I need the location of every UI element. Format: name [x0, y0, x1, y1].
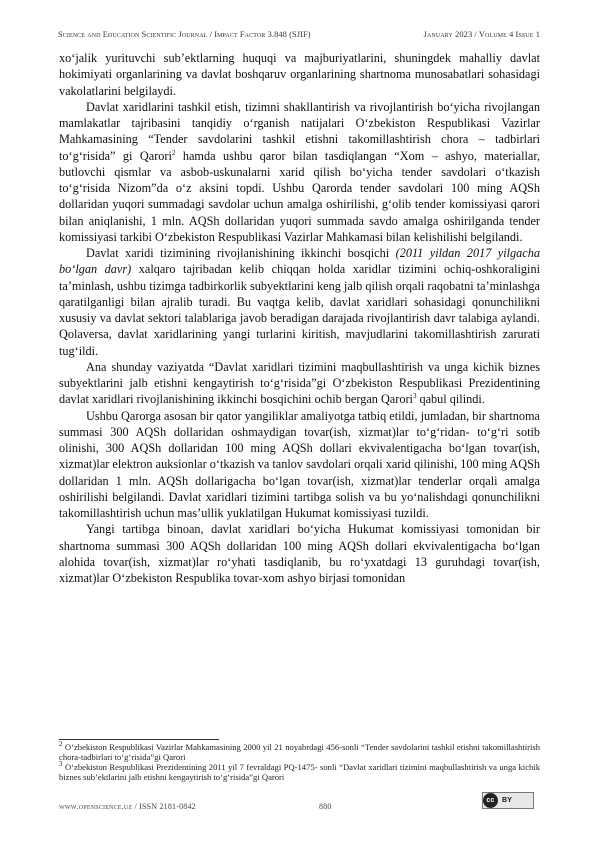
- paragraph-6: [59, 521, 540, 586]
- footnote-ref-2[interactable]: 2: [171, 148, 176, 157]
- paragraph-4: [59, 359, 540, 408]
- page-number: 880: [319, 802, 332, 811]
- period-italic: (2011 yildan 2017 yilgacha bo‘lgan davr): [59, 246, 540, 277]
- paragraph-2-text: Davlat xaridlarini tashkil etish, tizimni shakllantirish va rivojlantirish bo‘yicha rivojlangan mamlakatlar tajribasini tanqidiy o‘rganish natijalari O‘zbekiston Respublikasi Vazirlar Mahkamasining “Tender savdolarini tashkil etishni takomillashtirish chora – tadbirlari to‘g‘risida” gi Qarori: [59, 99, 540, 163]
- paragraph-3-text-cont: xalqaro tajribadan kelib chiqqan holda xaridlar tizimini ochiq-oshkoraligini ta’minlash, ushbu tizimga tadbirkorlik subyektlarini keng jalb qilish orqali raqobatni ta’minlashga qaratilganligi bilan ajralib turadi. Bu vaqtga kelib, davlat xaridlari sohasidagi qonunchilikni xususiy va davlat sektori talablariga javob beradigan darajada rivojlantirish davr talabiga aylandi. Qolaversa, davlat xaridlarining yangi turlarini kiritish, mavjudlarini takomillashtirish zarurati tug‘ildi.: [59, 262, 540, 358]
- footnote-2-text: O‘zbekiston Respublikasi Vazirlar Mahkamasining 2000 yil 21 noyabrdagi 456-sonli “Tender savdolarini tashkil etishni takomillashtirish chora-tadbirlari to‘g‘risida”gi Qarori: [59, 742, 540, 762]
- article-body: [59, 50, 540, 586]
- cc-icon: cc: [483, 793, 498, 808]
- footnote-mark-2: 2: [59, 740, 63, 749]
- paragraph-6-text: Yangi tartibga binoan, davlat xaridlari bo‘yicha Hukumat komissiyasi tomonidan bir shartnoma summasi 300 AQSh dollaridan 100 ming AQSh dollari ekvivalentigacha bo‘lgan alohida tovar(ish, xizmat)lar ro‘yhati tasdiqlanib, bu ro‘yxatdagi 13 guruhdagi tovar(ish, xizmat)lar O‘zbekiston Respublika tovar-xom ashyo birjasi tomonidan: [59, 522, 540, 585]
- paragraph-5-text: Ushbu Qarorga asosan bir qator yangiliklar amaliyotga tatbiq etildi, jumladan, bir shartnoma summasi 300 AQSh dollaridan oshmaydigan tovar(ish, xizmat)lar to‘g‘ridan- to‘g‘ri sotib olinishi, 300 AQSh dollaridan 100 ming AQSh dollari ekvivalentigacha bo‘lgan tovar(ish, xizmat)lar elektron auksionlar o‘tkazish va tanlov savdolari orqali xarid qilinishi, 100 ming AQSh dollaridan 1 mln. AQSh dollarigacha bo‘lgan tovar(ish, xizmat)lar tenderlar orqali amalga oshirilishi belgilandi. Davlat xaridlari tizimini tartibga solish va bu yo‘nalishdagi qonunchilikni takomillashtirish uchun mas’ullik yuklatilgan Hukumat komissiyasi tuzildi.: [59, 408, 540, 520]
- paragraph-1: [59, 50, 540, 99]
- footnote-ref-3[interactable]: 3: [412, 392, 417, 401]
- paragraph-3: [59, 245, 540, 359]
- paragraph-5: [59, 408, 540, 522]
- paragraph-4-text-cont: qabul qilindi.: [416, 392, 485, 407]
- paragraph-2: [59, 99, 540, 245]
- paragraph-4-text: Ana shunday vaziyatda “Davlat xaridlari tizimini maqbullashtirish va unga kichik biznes subyektlarini jalb etishni kengaytirish to‘g‘risida”gi O‘zbekiston Respublikasi Prezidentining davlat xaridlari rivojlanishining ikkinchi bosqichini ochib bergan Qarori: [59, 359, 540, 407]
- paragraph-2-text-cont: hamda ushbu qaror bilan tasdiqlangan “Xom – ashyo, materiallar, butlovchi qismlar va asbob-uskunalarni xarid qilish bo‘yicha tender savdolari o‘tkazish to‘g‘risida Nizom”da o‘z aksini topdi. Ushbu Qarorda tender savdolari 100 ming AQSh dollaridan yuqori summadagi savdolar uchun amalga oshirilishi, g‘olib tender komissiyasi qarori bilan aniqlanishi, 1 mln. AQSh dollaridan yuqori summada savdo amalga oshirilganda tender komissiyasi tarkibi O‘zbekiston Respublikasi Vazirlar Mahkamasi bilan kelishilishi belgilandi.: [59, 148, 541, 244]
- journal-title: Science and Education Scientific Journal / Impact Factor 3.848 (SJIF): [58, 30, 311, 39]
- issue-info: January 2023 / Volume 4 Issue 1: [423, 30, 540, 39]
- footnote-3-text: O‘zbekiston Respublikasi Prezidentining 2011 yil 7 fevraldagi PQ-1475- sonli “Davlat xaridlari tizimini maqbullashtirish va unga kichik biznes sub’ektlarini jalb etishni kengaytirish to‘g‘risida”gi Qarori: [59, 761, 540, 782]
- running-header: [58, 30, 540, 39]
- footnote-3: [59, 759, 540, 783]
- footnotes: [59, 740, 540, 783]
- cc-by-license-badge[interactable]: [482, 792, 534, 809]
- footnote-2: [59, 740, 540, 763]
- footnote-divider: [59, 739, 219, 740]
- paragraph-1-text: xo‘jalik yurituvchi sub’ektlarning huquqi va majburiyatlarini, shuningdek mahalliy davlat hokimiyati organlarining va davlat boshqaruv organlarining shartnoma munosabatlari sohasidagi vakolatlarini belgilaydi.: [59, 51, 540, 98]
- journal-url-issn[interactable]: www.openscience.uz / ISSN 2181-0842: [59, 802, 196, 811]
- by-label: BY: [502, 797, 513, 804]
- footnote-mark-3: 3: [59, 759, 63, 768]
- page-footer: [59, 797, 540, 811]
- paragraph-3-text: Davlat xaridi tizimining rivojlanishining ikkinchi bosqichi: [86, 246, 396, 260]
